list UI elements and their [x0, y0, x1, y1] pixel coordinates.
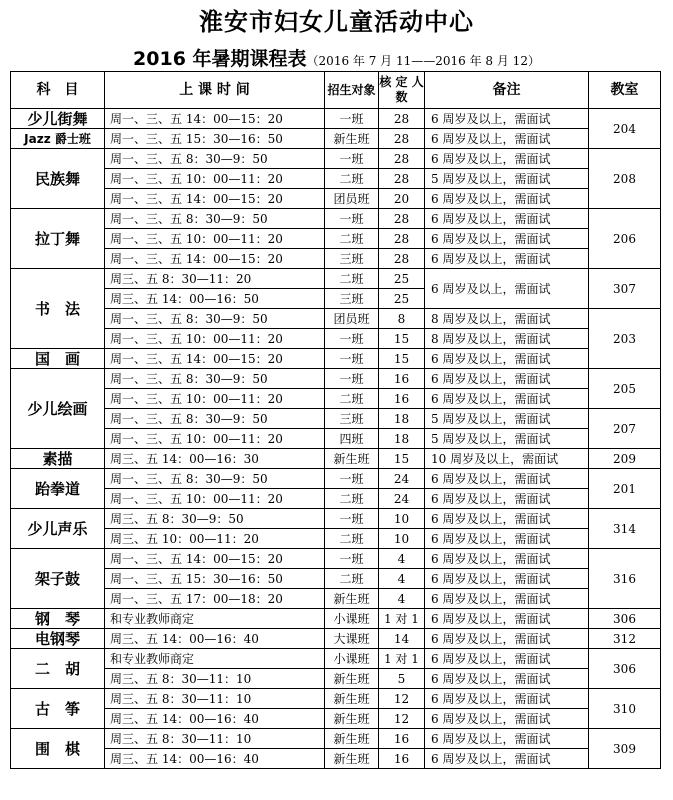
count-cell: 1 对 1	[379, 649, 425, 669]
note-cell: 5 周岁及以上，需面试	[425, 409, 589, 429]
table-row	[11, 309, 661, 329]
time-cell: 周三、五 8：30—11：10	[105, 689, 325, 709]
table-row	[11, 589, 661, 609]
note-cell: 6 周岁及以上，需面试	[425, 229, 589, 249]
note-cell: 6 周岁及以上，需面试	[425, 489, 589, 509]
count-cell: 15	[379, 349, 425, 369]
time-cell: 周一、三、五 8：30—9：50	[105, 309, 325, 329]
note-cell: 6 周岁及以上，需面试	[425, 689, 589, 709]
subject-cell: 少儿绘画	[11, 369, 105, 449]
subject-cell: 钢 琴	[11, 609, 105, 629]
room-cell: 209	[589, 449, 661, 469]
table-row	[11, 169, 661, 189]
time-cell: 周一、三、五 10：00—11：20	[105, 329, 325, 349]
room-cell: 206	[589, 209, 661, 269]
table-row	[11, 649, 661, 669]
count-cell: 28	[379, 229, 425, 249]
room-cell: 204	[589, 109, 661, 149]
target-cell: 二班	[325, 269, 379, 289]
target-cell: 新生班	[325, 589, 379, 609]
header-room: 教室	[589, 72, 661, 109]
target-cell: 一班	[325, 369, 379, 389]
time-cell: 周一、三、五 14：00—15：20	[105, 249, 325, 269]
subject-cell: 国 画	[11, 349, 105, 369]
time-cell: 周三、五 14：00—16：30	[105, 449, 325, 469]
table-row	[11, 149, 661, 169]
room-cell: 312	[589, 629, 661, 649]
note-cell: 6 周岁及以上，需面试	[425, 269, 589, 309]
table-row	[11, 109, 661, 129]
table-row	[11, 189, 661, 209]
table-header-row	[11, 72, 661, 109]
room-cell: 309	[589, 729, 661, 769]
time-cell: 周一、三、五 14：00—15：20	[105, 109, 325, 129]
room-cell: 208	[589, 149, 661, 209]
time-cell: 周三、五 14：00—16：40	[105, 749, 325, 769]
room-cell: 314	[589, 509, 661, 549]
target-cell: 一班	[325, 149, 379, 169]
room-cell: 203	[589, 309, 661, 369]
table-row	[11, 209, 661, 229]
time-cell: 周一、三、五 17：00—18：20	[105, 589, 325, 609]
time-cell: 周三、五 14：00—16：50	[105, 289, 325, 309]
note-cell: 10 周岁及以上，需面试	[425, 449, 589, 469]
subject-cell: 架子鼓	[11, 549, 105, 609]
note-cell: 6 周岁及以上，需面试	[425, 749, 589, 769]
time-cell: 周三、五 8：30—11：20	[105, 269, 325, 289]
count-cell: 24	[379, 469, 425, 489]
target-cell: 二班	[325, 489, 379, 509]
table-row	[11, 509, 661, 529]
time-cell: 周一、三、五 14：00—15：20	[105, 349, 325, 369]
room-cell: 306	[589, 649, 661, 689]
time-cell: 周一、三、五 8：30—9：50	[105, 209, 325, 229]
target-cell: 新生班	[325, 729, 379, 749]
note-cell: 5 周岁及以上，需面试	[425, 429, 589, 449]
table-row	[11, 569, 661, 589]
schedule-table	[10, 71, 661, 769]
note-cell: 6 周岁及以上，需面试	[425, 649, 589, 669]
time-cell: 周三、五 14：00—16：40	[105, 709, 325, 729]
target-cell: 一班	[325, 349, 379, 369]
time-cell: 周一、三、五 10：00—11：20	[105, 229, 325, 249]
header-note: 备注	[425, 72, 589, 109]
note-cell: 6 周岁及以上，需面试	[425, 709, 589, 729]
target-cell: 二班	[325, 229, 379, 249]
time-cell: 周一、三、五 10：00—11：20	[105, 389, 325, 409]
count-cell: 24	[379, 489, 425, 509]
count-cell: 28	[379, 129, 425, 149]
target-cell: 二班	[325, 389, 379, 409]
count-cell: 25	[379, 269, 425, 289]
time-cell: 周一、三、五 14：00—15：20	[105, 189, 325, 209]
subject-cell: 少儿声乐	[11, 509, 105, 549]
note-cell: 8 周岁及以上，需面试	[425, 329, 589, 349]
count-cell: 4	[379, 569, 425, 589]
time-cell: 周一、三、五 8：30—9：50	[105, 409, 325, 429]
note-cell: 6 周岁及以上，需面试	[425, 629, 589, 649]
room-cell: 310	[589, 689, 661, 729]
room-cell: 201	[589, 469, 661, 509]
target-cell: 二班	[325, 169, 379, 189]
count-cell: 16	[379, 749, 425, 769]
time-cell: 周三、五 8：30—11：10	[105, 729, 325, 749]
time-cell: 周三、五 8：30—9：50	[105, 509, 325, 529]
room-cell: 316	[589, 549, 661, 609]
header-time: 上 课 时 间	[105, 72, 325, 109]
note-cell: 6 周岁及以上，需面试	[425, 569, 589, 589]
time-cell: 周一、三、五 8：30—9：50	[105, 469, 325, 489]
note-cell: 6 周岁及以上，需面试	[425, 129, 589, 149]
table-row	[11, 389, 661, 409]
count-cell: 16	[379, 389, 425, 409]
table-row	[11, 609, 661, 629]
count-cell: 1 对 1	[379, 609, 425, 629]
table-row	[11, 249, 661, 269]
time-cell: 和专业教师商定	[105, 649, 325, 669]
note-cell: 6 周岁及以上，需面试	[425, 209, 589, 229]
table-row	[11, 469, 661, 489]
time-cell: 和专业教师商定	[105, 609, 325, 629]
target-cell: 一班	[325, 209, 379, 229]
target-cell: 一班	[325, 549, 379, 569]
subject-cell: 书 法	[11, 269, 105, 349]
subject-cell: 围 棋	[11, 729, 105, 769]
count-cell: 28	[379, 209, 425, 229]
count-cell: 14	[379, 629, 425, 649]
count-cell: 12	[379, 689, 425, 709]
header-subject: 科 目	[11, 72, 105, 109]
table-row	[11, 329, 661, 349]
target-cell: 小课班	[325, 649, 379, 669]
table-row	[11, 529, 661, 549]
subject-cell: 少儿街舞	[11, 109, 105, 129]
table-row	[11, 409, 661, 429]
table-row	[11, 689, 661, 709]
header-target: 招生对象	[325, 72, 379, 109]
target-cell: 大课班	[325, 629, 379, 649]
time-cell: 周一、三、五 10：00—11：20	[105, 489, 325, 509]
target-cell: 新生班	[325, 689, 379, 709]
count-cell: 10	[379, 529, 425, 549]
header-count: 核 定 人 数	[379, 72, 425, 109]
count-cell: 4	[379, 549, 425, 569]
count-cell: 25	[379, 289, 425, 309]
target-cell: 团员班	[325, 309, 379, 329]
note-cell: 6 周岁及以上，需面试	[425, 189, 589, 209]
time-cell: 周一、三、五 8：30—9：50	[105, 149, 325, 169]
note-cell: 6 周岁及以上，需面试	[425, 469, 589, 489]
count-cell: 12	[379, 709, 425, 729]
table-row	[11, 749, 661, 769]
target-cell: 新生班	[325, 449, 379, 469]
subject-cell: 电钢琴	[11, 629, 105, 649]
subject-cell: 民族舞	[11, 149, 105, 209]
note-cell: 6 周岁及以上，需面试	[425, 389, 589, 409]
subject-cell: 古 筝	[11, 689, 105, 729]
time-cell: 周一、三、五 15：30—16：50	[105, 569, 325, 589]
table-row	[11, 369, 661, 389]
table-row	[11, 129, 661, 149]
target-cell: 四班	[325, 429, 379, 449]
count-cell: 28	[379, 109, 425, 129]
subject-cell: 素描	[11, 449, 105, 469]
note-cell: 6 周岁及以上，需面试	[425, 109, 589, 129]
subject-cell: 二 胡	[11, 649, 105, 689]
room-cell: 205	[589, 369, 661, 409]
subtitle-main: 2016 年暑期课程表	[133, 48, 307, 70]
subject-cell: 拉丁舞	[11, 209, 105, 269]
count-cell: 10	[379, 509, 425, 529]
room-cell: 307	[589, 269, 661, 309]
target-cell: 小课班	[325, 609, 379, 629]
note-cell: 6 周岁及以上，需面试	[425, 669, 589, 689]
note-cell: 6 周岁及以上，需面试	[425, 369, 589, 389]
table-row	[11, 729, 661, 749]
count-cell: 4	[379, 589, 425, 609]
target-cell: 二班	[325, 569, 379, 589]
note-cell: 6 周岁及以上，需面试	[425, 149, 589, 169]
target-cell: 二班	[325, 529, 379, 549]
note-cell: 8 周岁及以上，需面试	[425, 309, 589, 329]
target-cell: 新生班	[325, 709, 379, 729]
count-cell: 15	[379, 449, 425, 469]
subtitle-date-range: （2016 年 7 月 11——2016 年 8 月 12）	[306, 54, 540, 68]
time-cell: 周一、三、五 10：00—11：20	[105, 169, 325, 189]
note-cell: 5 周岁及以上，需面试	[425, 169, 589, 189]
time-cell: 周一、三、五 8：30—9：50	[105, 369, 325, 389]
time-cell: 周三、五 10：00—11：20	[105, 529, 325, 549]
count-cell: 18	[379, 409, 425, 429]
target-cell: 团员班	[325, 189, 379, 209]
page-subtitle	[0, 44, 673, 71]
count-cell: 16	[379, 729, 425, 749]
note-cell: 6 周岁及以上，需面试	[425, 609, 589, 629]
page-title: 淮安市妇女儿童活动中心	[199, 8, 474, 36]
target-cell: 新生班	[325, 129, 379, 149]
time-cell: 周一、三、五 10：00—11：20	[105, 429, 325, 449]
target-cell: 一班	[325, 329, 379, 349]
subject-cell: Jazz 爵士班	[11, 129, 105, 149]
note-cell: 6 周岁及以上，需面试	[425, 589, 589, 609]
room-cell: 207	[589, 409, 661, 449]
target-cell: 一班	[325, 109, 379, 129]
note-cell: 6 周岁及以上，需面试	[425, 509, 589, 529]
target-cell: 三班	[325, 409, 379, 429]
target-cell: 三班	[325, 289, 379, 309]
count-cell: 20	[379, 189, 425, 209]
table-row	[11, 629, 661, 649]
count-cell: 16	[379, 369, 425, 389]
note-cell: 6 周岁及以上，需面试	[425, 549, 589, 569]
count-cell: 8	[379, 309, 425, 329]
count-cell: 28	[379, 249, 425, 269]
note-cell: 6 周岁及以上，需面试	[425, 529, 589, 549]
table-row	[11, 709, 661, 729]
table-row	[11, 669, 661, 689]
table-row	[11, 449, 661, 469]
count-cell: 5	[379, 669, 425, 689]
target-cell: 新生班	[325, 749, 379, 769]
count-cell: 15	[379, 329, 425, 349]
table-row	[11, 269, 661, 289]
time-cell: 周三、五 14：00—16：40	[105, 629, 325, 649]
count-cell: 28	[379, 169, 425, 189]
note-cell: 6 周岁及以上，需面试	[425, 349, 589, 369]
time-cell: 周三、五 8：30—11：10	[105, 669, 325, 689]
table-row	[11, 229, 661, 249]
table-row	[11, 349, 661, 369]
count-cell: 18	[379, 429, 425, 449]
target-cell: 三班	[325, 249, 379, 269]
target-cell: 一班	[325, 509, 379, 529]
target-cell: 新生班	[325, 669, 379, 689]
room-cell: 306	[589, 609, 661, 629]
subject-cell: 跆拳道	[11, 469, 105, 509]
table-row	[11, 549, 661, 569]
time-cell: 周一、三、五 14：00—15：20	[105, 549, 325, 569]
time-cell: 周一、三、五 15：30—16：50	[105, 129, 325, 149]
table-row	[11, 429, 661, 449]
count-cell: 28	[379, 149, 425, 169]
note-cell: 6 周岁及以上，需面试	[425, 729, 589, 749]
note-cell: 6 周岁及以上，需面试	[425, 249, 589, 269]
target-cell: 一班	[325, 469, 379, 489]
table-row	[11, 489, 661, 509]
